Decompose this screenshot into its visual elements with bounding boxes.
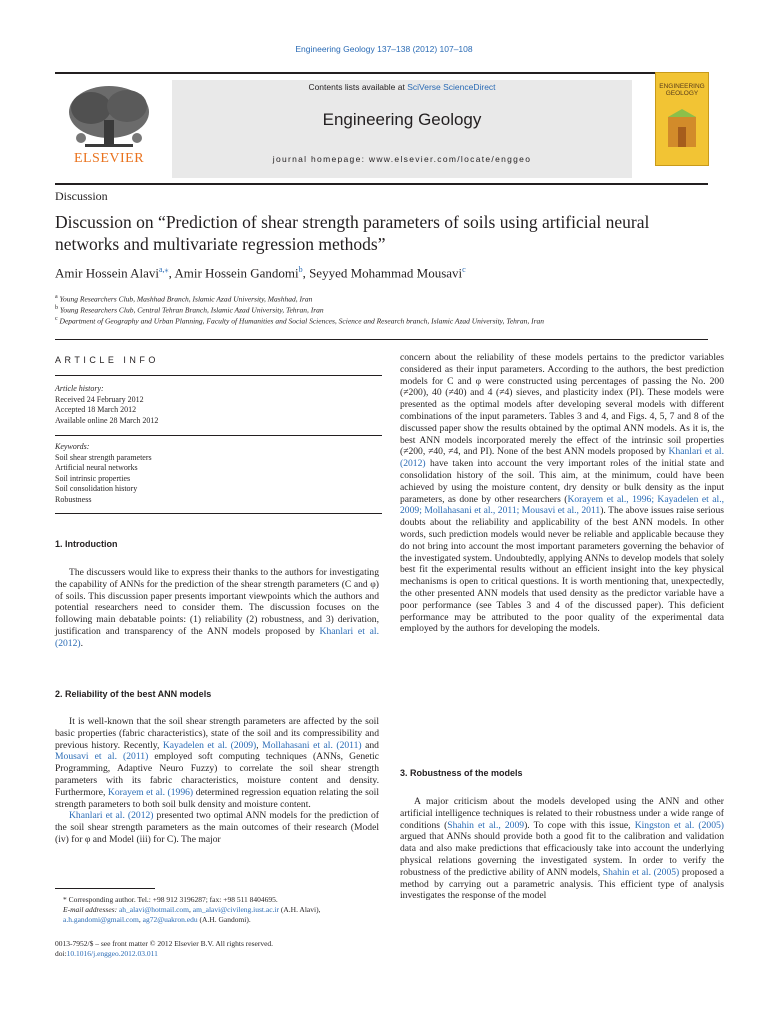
- copyright-line: 0013-7952/$ – see front matter © 2012 Elsevier B.V. All rights reserved. doi:10.1016/j.enggeo.2012.03.011: [55, 939, 274, 958]
- contents-line: [172, 82, 632, 92]
- citation-link[interactable]: Shahin et al. (2005): [602, 866, 680, 878]
- keyword: Soil intrinsic properties: [55, 473, 131, 483]
- citation-link[interactable]: Mousavi et al. (2011): [55, 751, 149, 763]
- article-title: Discussion on “Prediction of shear strength parameters of soils using artificial neural networks and multivariate regression methods”: [55, 212, 650, 254]
- keywords-rule: [55, 435, 382, 436]
- citation-link[interactable]: Kingston et al. (2005): [634, 819, 725, 831]
- running-head[interactable]: Engineering Geology 137–138 (2012) 107–108: [295, 44, 473, 54]
- cover-illustration: [664, 107, 700, 151]
- author-name: Seyyed Mohammad Mousavi: [309, 265, 463, 281]
- affiliation: $^a$ Young Researchers Club, Mashhad Branch, Islamic Azad University, Mashhad, Iran: [55, 294, 313, 304]
- section-heading: 3. Robustness of the models: [400, 768, 523, 778]
- citation-link[interactable]: Khanlari et al. (2012): [69, 810, 154, 822]
- keyword: Soil shear strength parameters: [55, 452, 152, 462]
- journal-name: Engineering Geology: [322, 110, 482, 129]
- article-info-heading: ARTICLE INFO: [55, 355, 159, 365]
- keyword: Soil consolidation history: [55, 484, 138, 493]
- citation-link[interactable]: Shahin et al., 2009: [447, 819, 525, 831]
- footnote-corresponding: * Corresponding author. Tel.: +98 912 3196287; fax: +98 511 8404695. E-mail addresses: ah_alavi@hotmail.com, am_alavi@civileng.iust.ac.ir (A.H. Alavi), a.h.gandomi@gmail.com, ag72@uakron.edu (A.H. Gandomi).: [63, 895, 321, 924]
- intro-paragraph: The discussers would like to express their thanks to the authors for investigating the capability of ANNs for the prediction of the shear strength parameters (C and φ) of soils. This discussion paper presents important viewpoints which the authors and potential researchers need to consider them. The discussion focuses on the following main debatable points: (1) reliability (2) robustness, and 3) derivation, justification and transparency of the ANN models proposed by Khanlari et al. (2012).: [55, 567, 380, 649]
- doi-link[interactable]: 10.1016/j.enggeo.2012.03.011: [66, 949, 158, 958]
- email-link[interactable]: ag72@uakron.edu: [142, 915, 198, 924]
- article-info-rule: [55, 375, 382, 376]
- title-divider: [55, 339, 708, 340]
- info-bottom-rule: [55, 513, 382, 514]
- citation-link[interactable]: Mollahasani et al. (2011): [262, 739, 362, 751]
- elsevier-wordmark: ELSEVIER: [73, 151, 145, 166]
- journal-homepage[interactable]: journal homepage: www.elsevier.com/locate/enggeo: [272, 154, 532, 164]
- footnote-rule: [55, 888, 155, 889]
- email-link[interactable]: ah_alavi@hotmail.com: [118, 905, 189, 914]
- citation-link[interactable]: Khanlari et al. (2012): [400, 446, 724, 470]
- reliability-paragraph: It is well-known that the soil shear strength parameters are affected by the soil basic properties (fabric characteristics), state of the soil and its compressibility and previous history. Recently, Kayadelen et al. (2009), Mollahasani et al. (2011) and Mousavi et al. (2011) employed soft computing techniques (ANNs, Genetic Programming, Adaptive Neuro Fuzzy) to correlate the soil shear strength parameters with its fabric characteristics, moisture content and density. Furthermore, Korayem et al. (1996) determined regression equation relating the soil strength parameters to both soil bulk density and moisture content. Khanlari et al. (2012) presented two optimal ANN models for the prediction of the soil shear strength parameters as the main outcomes of their research (Model (iv) for φ and Model (iii) for C). The major: [55, 716, 379, 845]
- email-link[interactable]: a.h.gandomi@gmail.com: [63, 915, 139, 924]
- section-heading: 1. Introduction: [55, 539, 118, 549]
- citation-link[interactable]: Kayadelen et al. (2009): [162, 739, 257, 751]
- author-list: Amir Hossein Alavi$^{a,⁎}$, Amir Hossein Gandomi$^b$, Seyyed Mohammad Mousavi$^c$: [55, 265, 466, 281]
- contents-prefix: Contents lists available at: [308, 82, 405, 92]
- keyword: Artificial neural networks: [55, 463, 138, 472]
- robustness-paragraph: A major criticism about the models developed using the ANN and other artificial intelligence techniques is related to their robustness under a wide range of conditions (Shahin et al., 2009). To cope with this issue, Kingston et al. (2005) argued that ANNs should provide both a good fit to the calibration and validation data and also make predictions that efficaciously take into account the underlying physical relations governing the investigated system. In order to verify the robustness of the predictive ability of ANN models, Shahin et al. (2005) proposed a method by carrying out a parametric analysis. This efficient type of analysis investigates the response of the model: [400, 796, 725, 902]
- reliability-paragraph-continued: concern about the reliability of these models pertains to the predictor variables considered as their input parameters. According to the authors, the best prediction models for C and φ were constructed using percentages of passing the No. 200 (≠200), 40 (≠40) and 4 (≠4) sieves, and plasticity index (PI). These models were presented as the optimal models after developing several models with different combinations of the input parameters. Tables 3 and 4, and Figs. 4, 5, 7 and 8 of the discussed paper show the results obtained by the optimal ANN models. As it is, the best ANN models incorporated merely the effect of the intrinsic soil properties (≠200, ≠40, ≠4, and PI). None of the best ANN models proposed by Khanlari et al. (2012) have taken into account the very important roles of the initial state and consolidation history of the soil. This aim, at the minimum, could have been achieved by using the moisture content, dry density or bulk density as the input parameters, as done by other researchers (Korayem et al., 1996; Kayadelen et al., 2009; Mollahasani et al., 2011; Mousavi et al., 2011). The above issues raise serious doubts about the reliability and applicability of the best ANN models. In other words, such prediction models would never be reliable and applicable because they do not bring into account the most important parameters governing the behavior of the investigated system. Undoubtedly, applying ANNs to develop models that solely best fit the experimental results without an efficient insight into the key physical mechanisms is open to critical questions. It is worth mentioning that, unexpectedly, the other presented ANN models that used density as the predictor variable have a poor performance (see Tables 3 and 4 of the discussed paper). This deficient performance may be attributed to the poor quality of the experimental data employed by the authors for developing the models.: [400, 352, 724, 635]
- keywords-block: Keywords: Soil shear strength parameters Artificial neural networks Soil intrinsic properties Soil consolidation history Robustness: [55, 442, 152, 504]
- article-history: Article history: Received 24 February 2012 Accepted 18 March 2012 Available online 28 March 2012: [55, 384, 159, 425]
- masthead-top-rule: [55, 72, 708, 74]
- author-affiliation-mark[interactable]: a,⁎: [159, 265, 169, 274]
- author-name: Amir Hossein Gandomi: [174, 265, 299, 281]
- author-affiliation-mark[interactable]: b: [298, 265, 303, 274]
- citation-link[interactable]: Korayem et al., 1996; Kayadelen et al., 2009; Mollahasani et al., 2011; Mousavi et al., 2011: [400, 493, 724, 517]
- cover-title: ENGINEERING GEOLOGY: [659, 83, 705, 97]
- citation-link[interactable]: Khanlari et al. (2012): [55, 625, 380, 649]
- email-link[interactable]: am_alavi@civileng.iust.ac.ir: [192, 905, 279, 914]
- keyword: Robustness: [55, 494, 92, 504]
- journal-cover-thumbnail[interactable]: [655, 72, 709, 166]
- affiliation: $^c$ Department of Geography and Urban Planning, Faculty of Humanities and Social Sciences, Science and Research branch, Islamic Azad University, Tehran, Iran: [55, 316, 544, 326]
- author-name: Amir Hossein Alavi: [55, 265, 159, 281]
- sciencedirect-link[interactable]: SciVerse ScienceDirect: [407, 82, 496, 92]
- section-heading: 2. Reliability of the best ANN models: [55, 689, 212, 699]
- section-type: Discussion: [55, 189, 108, 203]
- author-affiliation-mark[interactable]: c: [462, 265, 466, 274]
- masthead-bottom-rule: [55, 183, 708, 185]
- affiliation: $^b$ Young Researchers Club, Central Tehran Branch, Islamic Azad University, Tehran, Iran: [55, 305, 324, 315]
- citation-link[interactable]: Korayem et al. (1996): [107, 786, 194, 798]
